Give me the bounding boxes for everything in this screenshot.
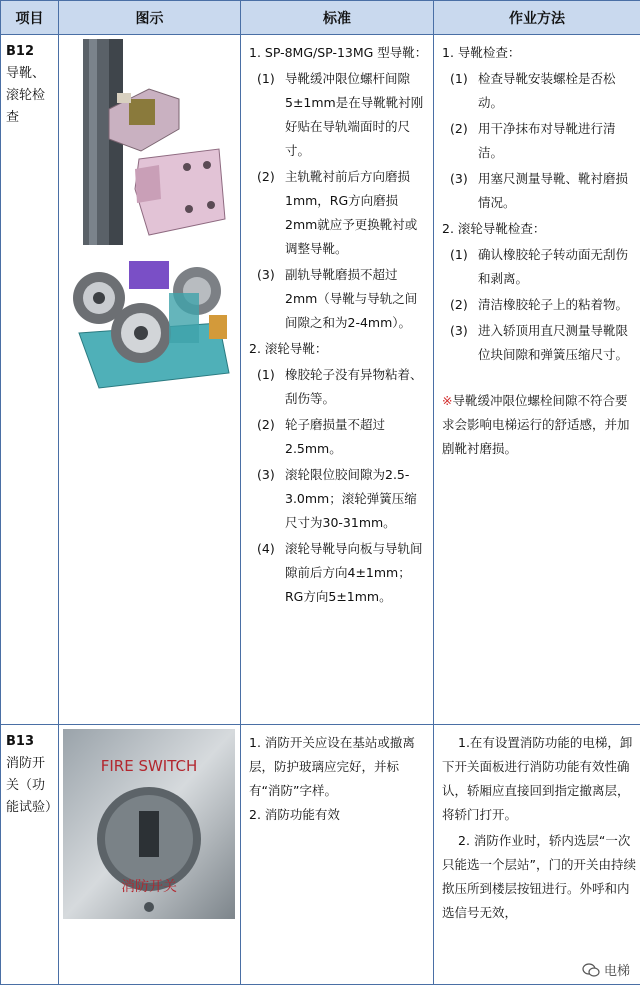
row-b13 <box>1 725 640 985</box>
b12-method-title-1: 1. 导靴检查： <box>442 45 521 60</box>
item-text: 滚轮限位胶间隙为2.5-3.0mm；滚轮弹簧压缩尺寸为30-31mm。 <box>285 467 417 530</box>
item-text: 副轨导靴磨损不超过2mm（导靴与导轨之间间隙之和为2-4mm）。 <box>285 267 418 330</box>
b12-std-title-2: 2. 滚轮导靴： <box>249 341 328 356</box>
list-item <box>249 165 429 261</box>
b12-method-title-2: 2. 滚轮导靴检查： <box>442 221 546 236</box>
list-item <box>249 463 429 535</box>
watermark <box>582 960 630 979</box>
b13-name: 消防开关（功能试验） <box>6 756 59 815</box>
item-number: (2) <box>450 297 468 312</box>
item-number: (1) <box>450 71 468 86</box>
fire-switch-label-cn: 消防开关 <box>121 879 177 895</box>
b12-note <box>442 389 636 461</box>
header-method: 作业方法 <box>434 1 640 35</box>
list-item <box>442 243 636 291</box>
list-item <box>442 167 636 215</box>
item-number: (3) <box>257 267 275 282</box>
list-item <box>442 67 636 115</box>
b12-code: B12 <box>6 44 34 59</box>
b13-standard-cell <box>241 725 434 985</box>
b12-standard-cell <box>241 35 434 725</box>
list-item <box>249 413 429 461</box>
item-text: 清洁橡胶轮子上的粘着物。 <box>478 297 629 312</box>
list-item <box>249 537 429 609</box>
list-item <box>249 263 429 335</box>
item-text: 检查导靴安装螺栓是否松动。 <box>478 71 616 110</box>
fire-switch-label-en: FIRE SWITCH <box>100 757 198 775</box>
list-item <box>442 293 636 317</box>
row-b12 <box>1 35 640 725</box>
item-text: 进入轿顶用直尺测量导靴限位块间隙和弹簧压缩尺寸。 <box>478 323 629 362</box>
roller-guide-image <box>69 253 240 393</box>
b13-method-2: 2. 消防作业时，轿内选层“一次只能选一个层站”，门的开关由持续揿压所到楼层按钮进行。外呼和内选信号无效， <box>442 833 636 920</box>
item-text: 橡胶轮子没有异物粘着、刮伤等。 <box>285 367 423 406</box>
item-text: 轮子磨损量不超过2.5mm。 <box>285 417 386 456</box>
list-item <box>442 319 636 367</box>
watermark-text: 电梯 <box>603 964 630 979</box>
item-text: 用干净抹布对导靴进行清洁。 <box>478 121 616 160</box>
item-number: (2) <box>257 169 275 184</box>
b13-code: B13 <box>6 734 34 749</box>
note-text: 导靴缓冲限位螺栓间隙不符合要求会影响电梯运行的舒适感，并加剧靴衬磨损。 <box>442 393 630 456</box>
b12-method-cell <box>434 35 640 725</box>
b12-std-title-1: 1. SP-8MG/SP-13MG 型导靴： <box>249 45 428 60</box>
header-standard: 标准 <box>241 1 434 35</box>
item-number: (3) <box>257 467 275 482</box>
item-number: (3) <box>450 171 468 186</box>
item-number: (2) <box>257 417 275 432</box>
item-text: 滚轮导靴导向板与导轨间隙前后方向4±1mm；RG方向5±1mm。 <box>285 541 423 604</box>
list-item <box>249 363 429 411</box>
guide-shoe-image <box>79 39 240 245</box>
b13-std-2: 2. 消防功能有效 <box>249 807 340 822</box>
b12-item-cell <box>1 35 59 725</box>
header-figure: 图示 <box>59 1 241 35</box>
wechat-icon <box>582 963 600 977</box>
header-item: 项目 <box>1 1 59 35</box>
note-mark: ※ <box>442 393 453 408</box>
list-item <box>249 67 429 163</box>
item-number: (1) <box>450 247 468 262</box>
item-number: (1) <box>257 367 275 382</box>
item-number: (3) <box>450 323 468 338</box>
item-text: 确认橡胶轮子转动面无刮伤和剥离。 <box>478 247 629 286</box>
header-row <box>1 1 640 35</box>
item-text: 导靴缓冲限位螺杆间隙5±1mm是在导靴靴衬刚好贴在导轨端面时的尺寸。 <box>285 71 424 158</box>
list-item <box>442 117 636 165</box>
b13-method-cell <box>434 725 640 985</box>
b13-item-cell <box>1 725 59 985</box>
item-text: 主轨靴衬前后方向磨损1mm，RG方向磨损2mm就应予更换靴衬或调整导靴。 <box>285 169 418 256</box>
item-text: 用塞尺测量导靴、靴衬磨损情况。 <box>478 171 629 210</box>
item-number: (2) <box>450 121 468 136</box>
item-number: (4) <box>257 541 275 556</box>
b13-figure-cell <box>59 725 241 985</box>
b12-name: 导靴、滚轮检查 <box>6 66 46 125</box>
b12-figure-cell <box>59 35 241 725</box>
fire-switch-image <box>63 729 236 919</box>
b13-method-1: 1.在有设置消防功能的电梯，卸下开关面板进行消防功能有效性确认，轿厢应直接回到指定撤离层，将轿门打开。 <box>442 735 633 822</box>
b13-std-1: 1. 消防开关应设在基站或撤离层，防护玻璃应完好，并标有“消防”字样。 <box>249 735 415 798</box>
item-number: (1) <box>257 71 275 86</box>
